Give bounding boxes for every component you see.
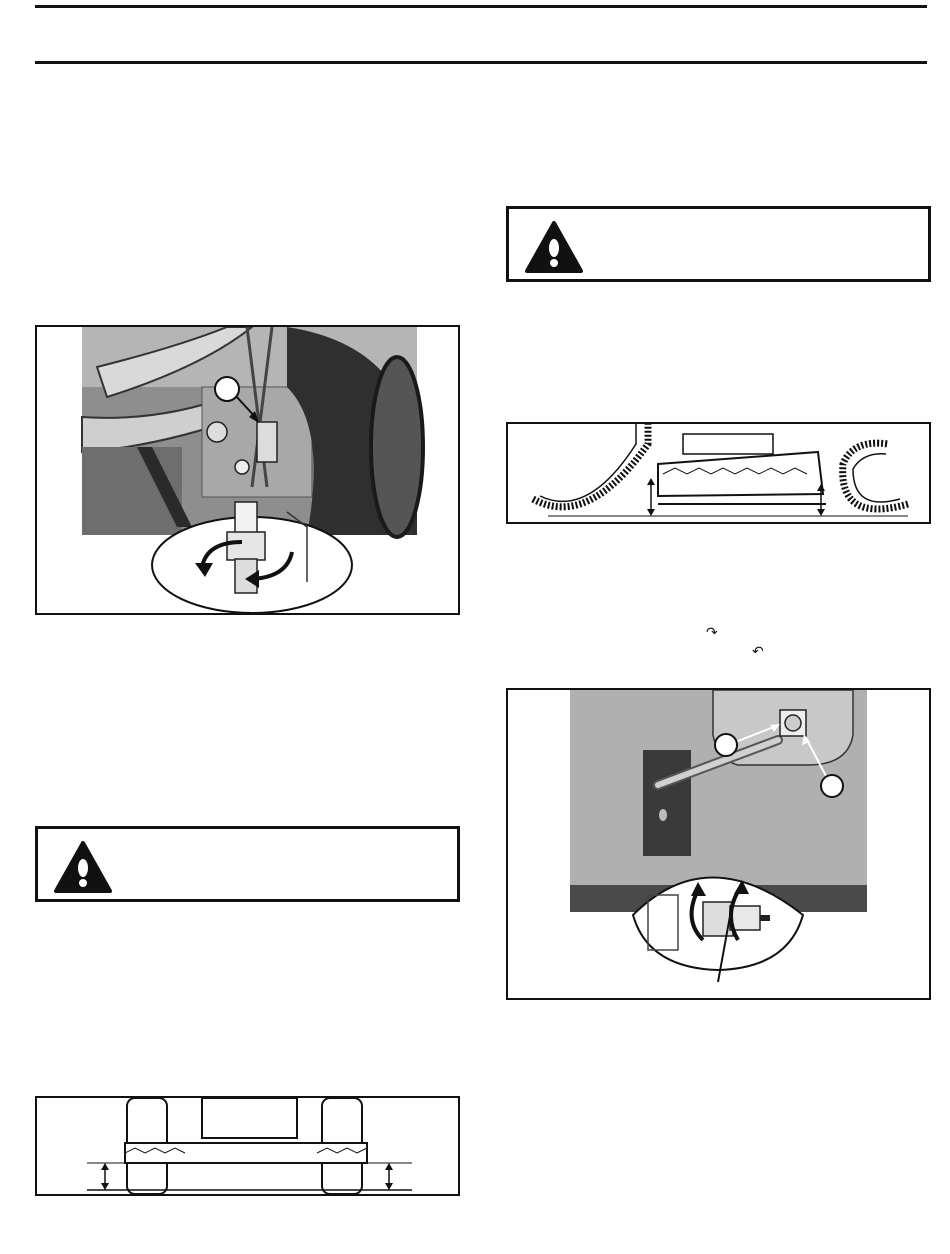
figure-deck-level-front: [35, 1096, 460, 1196]
warning-box-right: [506, 206, 931, 282]
figure-deck-level-side: [506, 422, 931, 524]
warning-triangle-icon: [525, 221, 583, 273]
header-rule-bottom: [35, 61, 927, 64]
callout-circle-figure4a: [715, 734, 737, 756]
deck-front-view-diagram: [37, 1098, 458, 1194]
header-rule-top: [35, 5, 927, 8]
counterclockwise-rotation-icon: ↶: [752, 644, 764, 660]
warning-triangle-icon: [54, 841, 112, 893]
adjustment-nut-photo: [508, 690, 929, 998]
callout-circle-figure1: [215, 377, 239, 401]
callout-circle-figure4b: [821, 775, 843, 797]
lift-link-photo: [37, 327, 458, 613]
warning-box-left: [35, 826, 460, 902]
deck-side-view-diagram: [508, 424, 929, 522]
clockwise-rotation-icon: ↷: [706, 625, 718, 641]
figure-deck-adjustment-nuts: [506, 688, 931, 1000]
figure-lift-link-adjustment: [35, 325, 460, 615]
